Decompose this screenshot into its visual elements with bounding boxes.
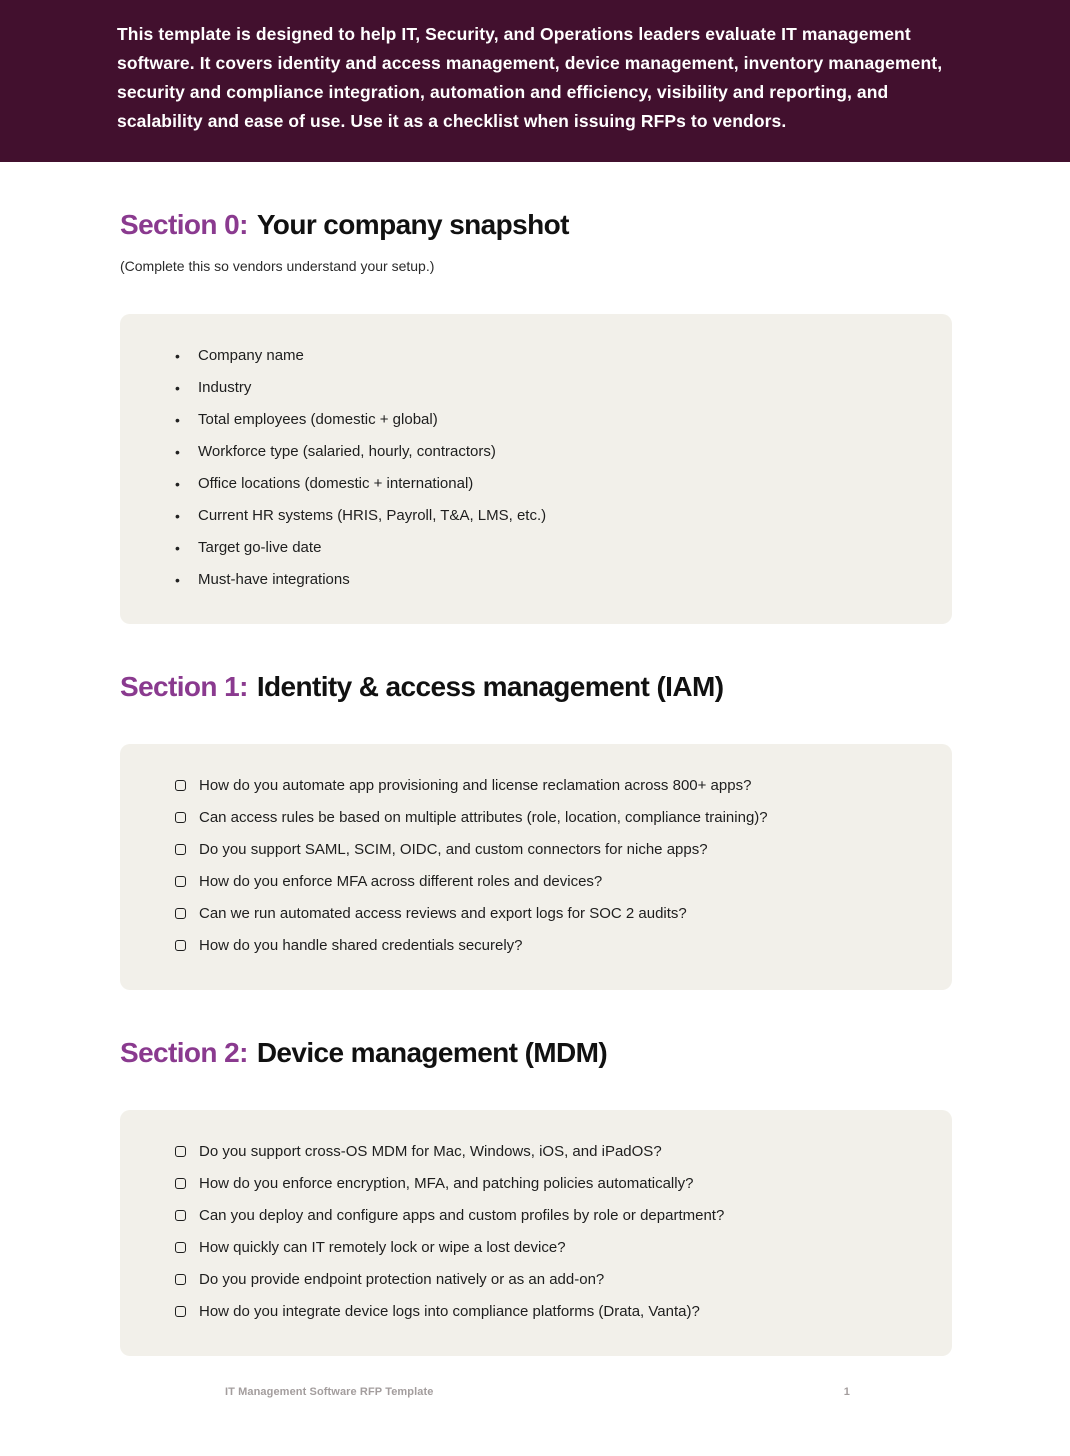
list-item (175, 1206, 912, 1226)
list-item-text: How do you integrate device logs into compliance platforms (Drata, Vanta)? (199, 1303, 700, 1320)
company-snapshot-box (120, 314, 952, 624)
intro-text: This template is designed to help IT, Security, and Operations leaders evaluate IT management software. It covers identity and access management, device management, inventory management, security and compliance integration, automation and efficiency, visibility and reporting, and scalability and ease of use. Use it as a checklist when issuing RFPs to vendors. (117, 24, 943, 131)
list-item (175, 1270, 912, 1290)
bullet-icon: • (175, 476, 180, 492)
list-item-text: Total employees (domestic + global) (198, 411, 438, 428)
list-item-text: Industry (198, 379, 252, 396)
list-item (175, 904, 912, 924)
list-item (175, 442, 912, 462)
checkbox-icon[interactable] (175, 1146, 186, 1157)
list-item-text: Can we run automated access reviews and export logs for SOC 2 audits? (199, 905, 687, 922)
list-item-text: Can you deploy and configure apps and custom profiles by role or department? (199, 1207, 725, 1224)
bullet-icon: • (175, 380, 180, 396)
checkbox-icon[interactable] (175, 844, 186, 855)
bullet-icon: • (175, 348, 180, 364)
iam-checklist-box (120, 744, 952, 990)
checkbox-icon[interactable] (175, 940, 186, 951)
section-label: Section 1: (120, 671, 248, 702)
section-heading (120, 208, 952, 242)
bullet-icon: • (175, 444, 180, 460)
footer (0, 1356, 1070, 1456)
footer-title: IT Management Software RFP Template (225, 1386, 434, 1398)
checkbox-icon[interactable] (175, 1306, 186, 1317)
checkbox-icon[interactable] (175, 780, 186, 791)
list-item (175, 538, 912, 558)
list-item-text: Company name (198, 347, 304, 364)
checkbox-list (175, 1142, 912, 1322)
mdm-checklist-box (120, 1110, 952, 1356)
list-item-text: Do you support cross-OS MDM for Mac, Windows, iOS, and iPadOS? (199, 1143, 662, 1160)
list-item-text: Do you support SAML, SCIM, OIDC, and custom connectors for niche apps? (199, 841, 708, 858)
list-item (175, 872, 912, 892)
section-mdm (120, 1036, 952, 1356)
list-item (175, 474, 912, 494)
list-item (175, 1238, 912, 1258)
list-item (175, 378, 912, 398)
bullet-icon: • (175, 412, 180, 428)
section-title: Your company snapshot (256, 209, 569, 240)
list-item (175, 936, 912, 956)
list-item-text: Office locations (domestic + international) (198, 475, 474, 492)
checkbox-icon[interactable] (175, 812, 186, 823)
section-label: Section 2: (120, 1037, 248, 1068)
section-subtitle: (Complete this so vendors understand your setup.) (120, 258, 435, 274)
list-item-text: Target go-live date (198, 539, 322, 556)
list-item-text: How do you handle shared credentials securely? (199, 937, 523, 954)
document-body (0, 162, 1070, 1356)
checkbox-list (175, 776, 912, 956)
list-item-text: Current HR systems (HRIS, Payroll, T&A, LMS, etc.) (198, 507, 547, 524)
section-heading (120, 670, 952, 704)
checkbox-icon[interactable] (175, 1178, 186, 1189)
list-item (175, 808, 912, 828)
list-item-text: Do you provide endpoint protection natively or as an add-on? (199, 1271, 605, 1288)
section-label: Section 0: (120, 209, 248, 240)
page-number: 1 (843, 1386, 850, 1398)
bullet-list (175, 346, 912, 590)
checkbox-icon[interactable] (175, 876, 186, 887)
list-item (175, 1302, 912, 1322)
list-item-text: Must-have integrations (198, 571, 350, 588)
checkbox-icon[interactable] (175, 1242, 186, 1253)
section-title: Device management (MDM) (256, 1037, 608, 1068)
list-item (175, 346, 912, 366)
checkbox-icon[interactable] (175, 1210, 186, 1221)
list-item (175, 840, 912, 860)
list-item-text: How quickly can IT remotely lock or wipe a lost device? (199, 1239, 566, 1256)
section-iam (120, 670, 952, 990)
list-item-text: How do you enforce encryption, MFA, and patching policies automatically? (199, 1175, 694, 1192)
list-item (175, 506, 912, 526)
checkbox-icon[interactable] (175, 908, 186, 919)
list-item (175, 776, 912, 796)
section-title: Identity & access management (IAM) (256, 671, 724, 702)
list-item (175, 1174, 912, 1194)
list-item-text: Workforce type (salaried, hourly, contractors) (198, 443, 496, 460)
list-item (175, 570, 912, 590)
bullet-icon: • (175, 508, 180, 524)
list-item-text: How do you enforce MFA across different roles and devices? (199, 873, 603, 890)
intro-banner (0, 0, 1070, 162)
checkbox-icon[interactable] (175, 1274, 186, 1285)
bullet-icon: • (175, 572, 180, 588)
list-item (175, 1142, 912, 1162)
list-item-text: How do you automate app provisioning and license reclamation across 800+ apps? (199, 777, 752, 794)
bullet-icon: • (175, 540, 180, 556)
section-heading (120, 1036, 952, 1070)
list-item-text: Can access rules be based on multiple attributes (role, location, compliance training)? (199, 809, 768, 826)
section-company-snapshot (120, 208, 952, 624)
list-item (175, 410, 912, 430)
